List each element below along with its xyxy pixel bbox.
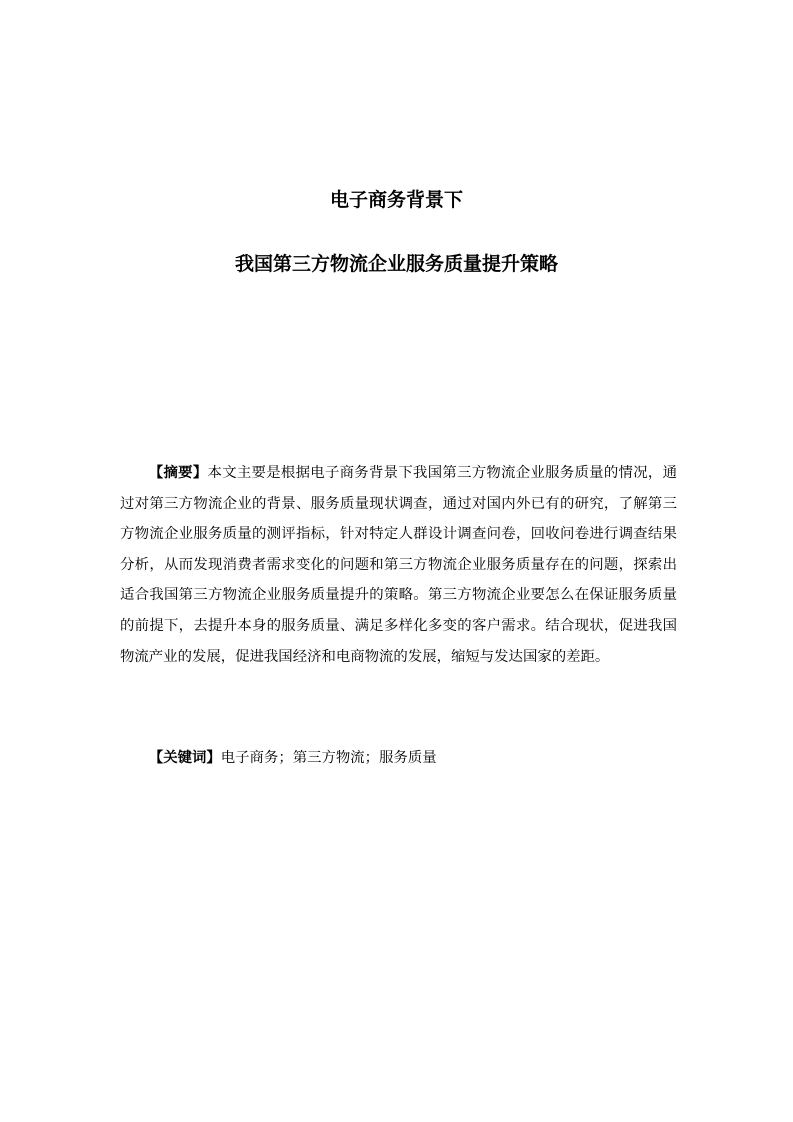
abstract-text: 本文主要是根据电子商务背景下我国第三方物流企业服务质量的情况，通过对第三方物流企业的背景、服务质量现状调查，通过对国内外已有的研究，了解第三方物流企业服务质量的测评指标，针对特定人群设计调查问卷，回收问卷进行调查结果分析，从而发现消费者需求变化的问题和第三方物流企业服务质量存在的问题，探索出适合我国第三方物流企业服务质量提升的策略。第三方物流企业要怎么在保证服务质量的前提下，去提升本身的服务质量、满足多样化多变的客户需求。结合现状，促进我国物流产业的发展，促进我国经济和电商物流的发展，缩短与发达国家的差距。 [120,465,677,665]
document-title-line-2: 我国第三方物流企业服务质量提升策略 [234,253,558,275]
keywords-label: 【关键词】 [148,750,221,766]
document-title-line-1: 电子商务背景下 [329,189,463,211]
keywords-text: 电子商务；第三方物流；服务质量 [220,750,437,766]
abstract-paragraph [120,458,677,672]
abstract-label: 【摘要】 [148,465,208,481]
keywords-paragraph [120,743,677,773]
